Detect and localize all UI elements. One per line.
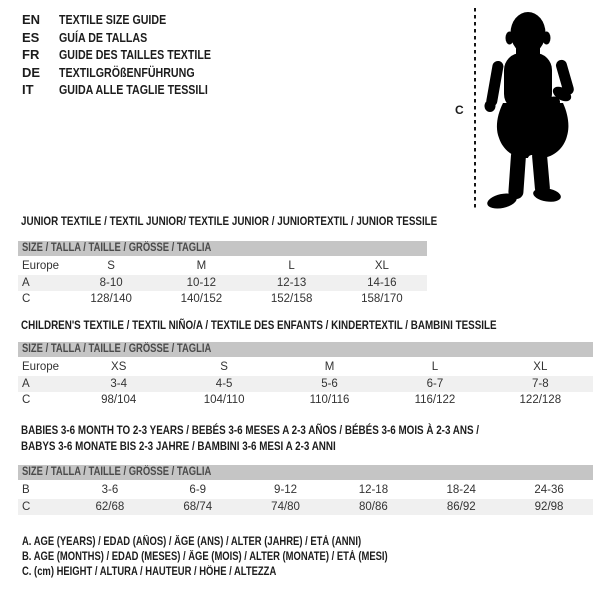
table-cell: XL (533, 361, 548, 373)
table-cell: 128/140 (90, 293, 132, 305)
section-title-text: BABYS 3-6 MONATE BIS 2-3 JAHRE / BAMBINI 3-6 MESI A 2-3 ANNI (21, 438, 336, 453)
table-cell: 12-13 (276, 276, 307, 289)
table-row (18, 482, 593, 499)
section-title (18, 214, 438, 228)
size-table-header (18, 342, 593, 357)
table-row (18, 392, 593, 409)
row-label: Europe (22, 361, 60, 373)
row-label: C (22, 500, 31, 513)
row-label: Europe (22, 260, 60, 272)
table-cell: 98/104 (101, 394, 137, 406)
table-cell: 8-10 (99, 276, 123, 289)
table-cell: 62/68 (95, 500, 125, 513)
table-cell: 6-7 (426, 377, 444, 390)
section-title-line (21, 423, 593, 439)
section-title-text: JUNIOR TEXTILE / TEXTIL JUNIOR/ TEXTILE JUNIOR / JUNIORTEXTIL / JUNIOR TESSILE (21, 214, 438, 228)
table-cell: XL (374, 260, 389, 272)
table-cell: 10-12 (186, 276, 217, 289)
table-cell: S (107, 260, 115, 272)
section-title (18, 423, 593, 454)
toddler-silhouette-icon (483, 5, 583, 210)
table-cell: 68/74 (183, 500, 213, 513)
table-row (18, 275, 427, 292)
table-body (18, 359, 593, 409)
language-code: ES (22, 29, 40, 45)
language-code: DE (22, 64, 41, 80)
language-code: EN (22, 12, 41, 27)
language-row (22, 29, 244, 47)
size-header-text: SIZE / TALLA / TAILLE / GRÖSSE / TAGLIA (22, 242, 212, 254)
language-label-text: GUIDE DES TAILLES TEXTILE (59, 47, 212, 63)
row-label: A (22, 276, 30, 289)
language-row (22, 11, 244, 29)
table-cell: 74/80 (271, 500, 300, 513)
table-cell: S (220, 361, 228, 373)
table-cell: 140/152 (180, 293, 223, 305)
section-title-text: BABIES 3-6 MONTH TO 2-3 YEARS / BEBÉS 3-6 MESES A 2-3 AÑOS / BÉBÉS 3-6 MOIS À 2-3 ANS / (21, 423, 480, 437)
height-measure-label: C (455, 103, 464, 117)
table-cell: 18-24 (446, 484, 476, 496)
table-cell: 6-9 (189, 484, 207, 496)
height-measure-line (474, 8, 476, 211)
table-row (18, 359, 593, 376)
language-list (22, 11, 244, 99)
language-label-text: GUÍA DE TALLAS (59, 29, 148, 45)
section-babies-textile (18, 423, 593, 515)
table-cell: 110/116 (309, 394, 350, 406)
table-row (18, 258, 427, 275)
table-cell: 86/92 (446, 500, 476, 513)
table-body (18, 482, 593, 515)
language-label (59, 46, 244, 64)
section-title-line (21, 318, 593, 332)
section-title-line (21, 439, 593, 455)
section-junior-textile (18, 214, 438, 308)
row-label: C (22, 394, 31, 406)
language-label (59, 11, 190, 29)
size-header-text: SIZE / TALLA / TAILLE / GRÖSSE / TAGLIA (22, 343, 212, 355)
footnote (22, 550, 468, 565)
section-title (18, 318, 593, 332)
footnote-text: B. AGE (MONTHS) / EDAD (MESES) / ÂGE (MOIS) / ALTER (MONATE) / ETÀ (MESI) (22, 551, 388, 564)
language-code: FR (22, 47, 40, 63)
table-cell: 9-12 (274, 484, 298, 496)
table-body (18, 258, 427, 308)
size-table-header (18, 465, 593, 480)
language-row (22, 46, 244, 64)
row-label: C (22, 293, 31, 305)
language-label (59, 64, 224, 82)
language-code: IT (22, 82, 34, 98)
table-cell: XS (111, 361, 127, 373)
table-cell: 92/98 (534, 500, 564, 513)
size-header-text: SIZE / TALLA / TAILLE / GRÖSSE / TAGLIA (22, 466, 212, 478)
footnote-text: C. (cm) HEIGHT / ALTURA / HAUTEUR / HÖHE / ALTEZZA (22, 566, 277, 579)
table-cell: 104/110 (203, 394, 245, 406)
table-cell: 116/122 (414, 394, 456, 406)
language-label (59, 29, 167, 47)
table-cell: 5-6 (321, 377, 338, 390)
language-label-text: TEXTILGRÖßENFÜHRUNG (59, 64, 195, 80)
footnotes (22, 535, 468, 581)
row-label: A (22, 377, 30, 390)
size-table-header (18, 241, 427, 256)
section-childrens-textile (18, 318, 593, 409)
language-label (59, 81, 241, 99)
table-cell: 3-6 (101, 484, 119, 496)
language-label-text: TEXTILE SIZE GUIDE (59, 12, 167, 27)
table-cell: 12-18 (358, 484, 389, 496)
table-row (18, 291, 427, 308)
section-title-line (21, 214, 438, 228)
footnote (22, 565, 468, 580)
table-cell: 158/170 (361, 293, 403, 305)
table-cell: 80/86 (359, 500, 388, 513)
table-cell: L (288, 260, 295, 272)
table-cell: 122/128 (519, 394, 562, 406)
table-row (18, 376, 593, 393)
row-label: B (22, 484, 30, 496)
table-cell: 3-4 (110, 377, 128, 390)
table-row (18, 499, 593, 516)
language-label-text: GUIDA ALLE TAGLIE TESSILI (59, 82, 208, 98)
table-cell: 4-5 (215, 377, 233, 390)
section-title-text: CHILDREN'S TEXTILE / TEXTIL NIÑO/A / TEXTILE DES ENFANTS / KINDERTEXTIL / BAMBINI TESSILE (21, 318, 497, 332)
language-row (22, 64, 244, 82)
table-cell: M (196, 260, 207, 272)
footnote (22, 535, 468, 550)
table-cell: 14-16 (367, 276, 397, 289)
table-cell: 152/158 (270, 293, 313, 305)
table-cell: L (431, 361, 439, 373)
table-cell: M (324, 361, 335, 373)
table-cell: 24-36 (534, 484, 564, 496)
table-cell: 7-8 (532, 377, 549, 390)
language-row (22, 81, 244, 99)
footnote-text: A. AGE (YEARS) / EDAD (AÑOS) / ÂGE (ANS) / ALTER (JAHRE) / ETÀ (ANNI) (22, 536, 362, 548)
